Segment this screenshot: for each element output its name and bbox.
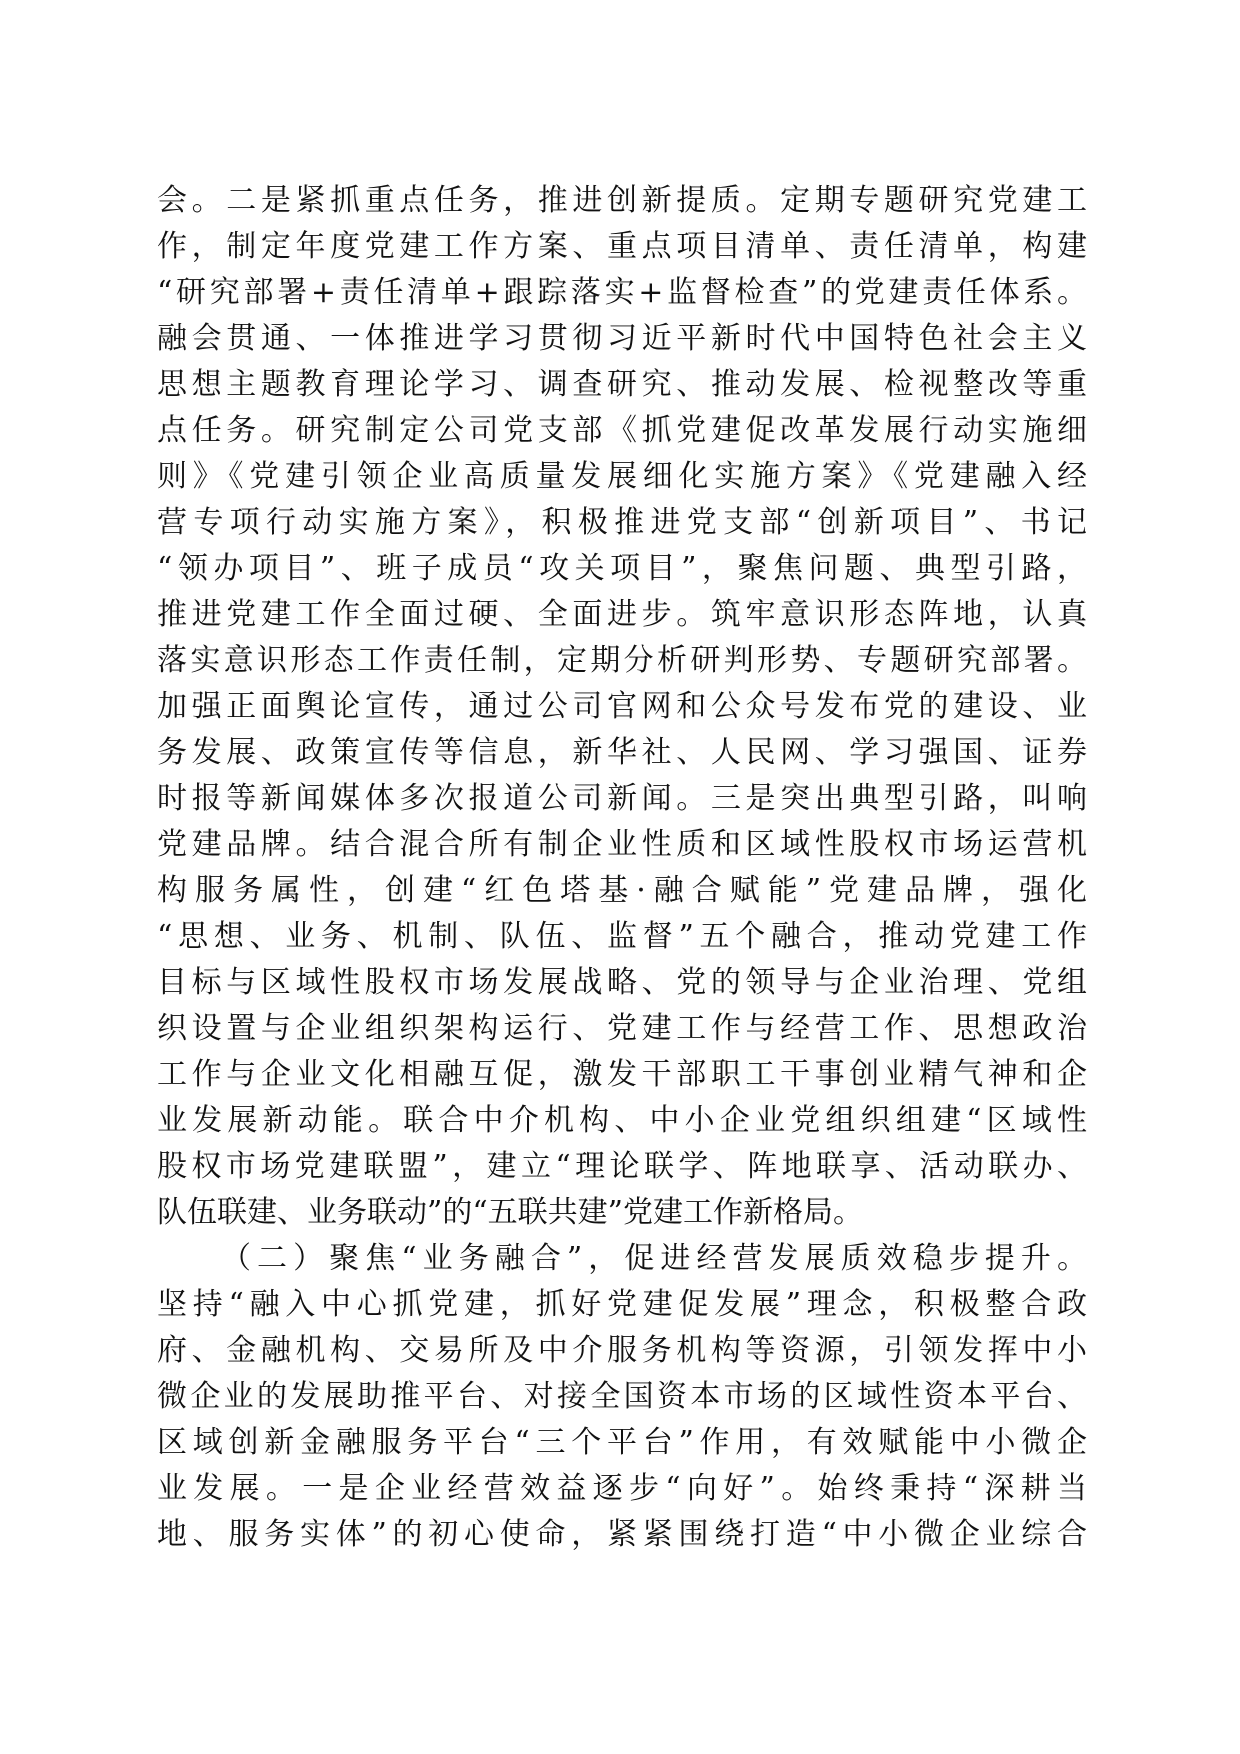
text-line: 目标与区域性股权市场发展战略、党的领导与企业治理、党组	[157, 965, 1087, 1000]
text-line: 业发展。一是企业经营效益逐步“向好”。始终秉持“深耕当	[157, 1471, 1087, 1506]
body-text	[157, 178, 1087, 1558]
text-line: 队伍联建、业务联动”的“五联共建”党建工作新格局。	[157, 1195, 864, 1230]
text-line: 股权市场党建联盟”，建立“理论联学、阵地联享、活动联办、	[157, 1149, 1087, 1184]
text-line: 时报等新闻媒体多次报道公司新闻。三是突出典型引路，叫响	[157, 781, 1087, 816]
text-line: 点任务。研究制定公司党支部《抓党建促改革发展行动实施细	[157, 413, 1087, 448]
text-line: “领办项目”、班子成员“攻关项目”，聚焦问题、典型引路，	[157, 551, 1087, 586]
text-line: 党建品牌。结合混合所有制企业性质和区域性股权市场运营机	[157, 827, 1087, 862]
text-line: 地、服务实体”的初心使命，紧紧围绕打造“中小微企业综合	[157, 1517, 1087, 1552]
text-line: 务发展、政策宣传等信息，新华社、人民网、学习强国、证券	[157, 735, 1087, 770]
text-line: 加强正面舆论宣传，通过公司官网和公众号发布党的建设、业	[157, 689, 1087, 724]
text-line: 坚持“融入中心抓党建，抓好党建促发展”理念，积极整合政	[157, 1287, 1087, 1322]
text-line: 推进党建工作全面过硬、全面进步。筑牢意识形态阵地，认真	[157, 597, 1087, 632]
text-line: 业发展新动能。联合中介机构、中小企业党组织组建“区域性	[157, 1103, 1087, 1138]
section-heading: （二）聚焦“业务融合”，促进经营发展质效稳步提升。	[221, 1241, 1087, 1276]
text-line: 作，制定年度党建工作方案、重点项目清单、责任清单，构建	[157, 229, 1087, 264]
text-line: 会。二是紧抓重点任务，推进创新提质。定期专题研究党建工	[157, 183, 1087, 218]
text-line: 微企业的发展助推平台、对接全国资本市场的区域性资本平台、	[157, 1379, 1087, 1414]
text-line: 区域创新金融服务平台“三个平台”作用，有效赋能中小微企	[157, 1425, 1087, 1460]
text-line: 融会贯通、一体推进学习贯彻习近平新时代中国特色社会主义	[157, 321, 1087, 356]
text-line: 构服务属性，创建“红色塔基·融合赋能”党建品牌，强化	[157, 873, 1087, 908]
text-line: 思想主题教育理论学习、调查研究、推动发展、检视整改等重	[157, 367, 1087, 402]
text-line: 落实意识形态工作责任制，定期分析研判形势、专题研究部署。	[157, 643, 1087, 678]
text-line: 则》《党建引领企业高质量发展细化实施方案》《党建融入经	[157, 459, 1087, 494]
text-line: 工作与企业文化相融互促，激发干部职工干事创业精气神和企	[157, 1057, 1087, 1092]
text-line: “研究部署+责任清单+跟踪落实+监督检查”的党建责任体系。	[157, 275, 1087, 310]
text-line: 织设置与企业组织架构运行、党建工作与经营工作、思想政治	[157, 1011, 1087, 1046]
text-line: “思想、业务、机制、队伍、监督”五个融合，推动党建工作	[157, 919, 1087, 954]
text-line: 营专项行动实施方案》，积极推进党支部“创新项目”、书记	[157, 505, 1087, 540]
text-line: 府、金融机构、交易所及中介服务机构等资源，引领发挥中小	[157, 1333, 1087, 1368]
